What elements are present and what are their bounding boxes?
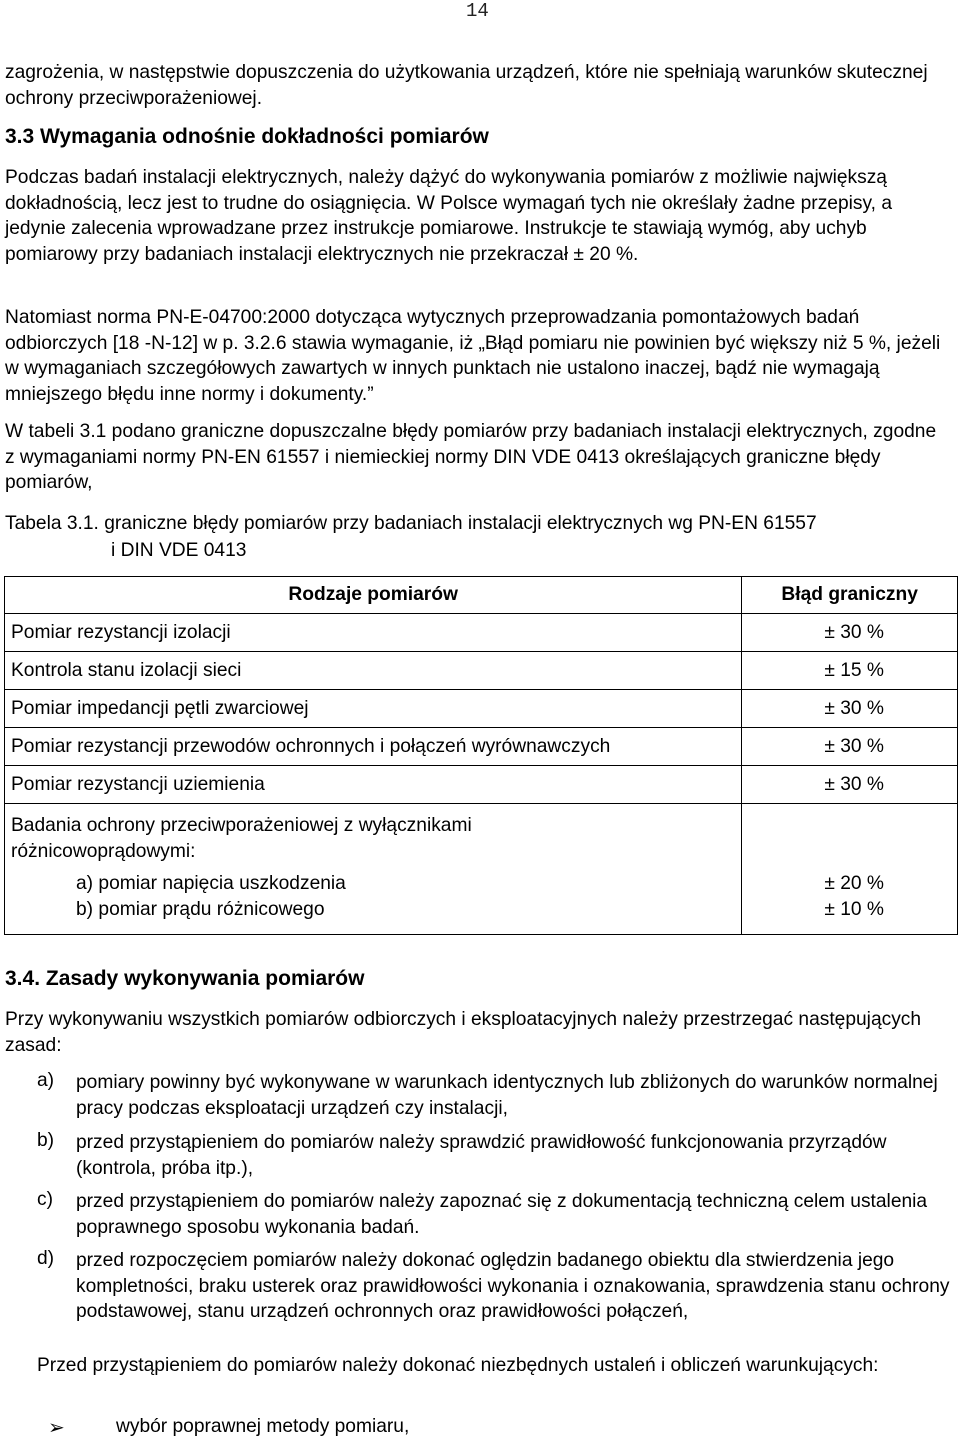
- list-letter: b): [37, 1130, 55, 1151]
- paragraph-rules-intro: Przy wykonywaniu wszystkich pomiarów odbiorczych i eksploatacyjnych należy przestrzegać następujących zasad:: [5, 1009, 922, 1056]
- list-item: przed rozpoczęciem pomiarów należy dokonać oględzin badanego obiektu dla stwierdzenia jego kompletności, braku usterek oraz prawidłowości wykonania i oznakowania, sprawdzenia stanu ochrony podstawowej, stanu urządzeń ochronnych oraz prawidłowości połączeń,: [76, 1250, 950, 1322]
- arrow-bullet-icon: ➢: [48, 1417, 65, 1439]
- rcd-sub-item-a: a) pomiar napięcia uszkodzenia: [76, 873, 346, 894]
- row-label: Pomiar rezystancji przewodów ochronnych i połączeń wyrównawczych: [5, 728, 742, 766]
- table-row: [5, 614, 958, 652]
- section-heading-3-4: 3.4. Zasady wykonywania pomiarów: [5, 967, 365, 990]
- list-item: pomiary powinny być wykonywane w warunkach identycznych lub zbliżonych do warunków normalnej pracy podczas eksploatacji urządzeń czy instalacji,: [76, 1072, 938, 1119]
- row-value: ± 15 %: [742, 652, 958, 690]
- header-error-limit: Błąd graniczny: [742, 577, 958, 614]
- table-row: [5, 766, 958, 804]
- error-limits-table: [4, 576, 958, 935]
- row-label: Pomiar rezystancji uziemienia: [5, 766, 742, 804]
- list-letter: a): [37, 1070, 55, 1091]
- row-value: ± 30 %: [742, 766, 958, 804]
- table-caption-line-1: Tabela 3.1. graniczne błędy pomiarów przy badaniach instalacji elektrycznych wg PN-EN 61557: [5, 513, 817, 534]
- paragraph-accuracy: Podczas badań instalacji elektrycznych, należy dążyć do wykonywania pomiarów z możliwie największą dokładnością, lecz jest to trudne do osiągnięcia. W Polsce wymagań tych nie określały żadne przepisy, a jedynie zalecenia wprowadzane przez instrukcje pomiarowe. Instrukcje te stawiają wymóg, aby uchyb pomiarowy przy badaniach instalacji elektrycznych nie przekraczał ± 20 %.: [5, 167, 892, 265]
- rcd-value-a: ± 20 %: [824, 873, 884, 894]
- list-item: przed przystąpieniem do pomiarów należy sprawdzić prawidłowość funkcjonowania przyrządów (kontrola, próba itp.),: [76, 1132, 887, 1179]
- table-row: [5, 728, 958, 766]
- table-caption-line-2: i DIN VDE 0413: [111, 540, 247, 561]
- row-value: ± 30 %: [742, 690, 958, 728]
- list-letter: c): [37, 1189, 53, 1210]
- row-label: Kontrola stanu izolacji sieci: [5, 652, 742, 690]
- rcd-value-cell: [742, 804, 958, 935]
- row-label: Pomiar impedancji pętli zwarciowej: [5, 690, 742, 728]
- intro-paragraph: zagrożenia, w następstwie dopuszczenia do użytkowania urządzeń, które nie spełniają warunków skutecznej ochrony przeciwporażeniowej.: [5, 62, 928, 109]
- paragraph-preparations: Przed przystąpieniem do pomiarów należy dokonać niezbędnych ustaleń i obliczeń warunkujących:: [37, 1355, 879, 1376]
- rcd-label-cell: [5, 804, 742, 935]
- table-row: [5, 652, 958, 690]
- row-value: ± 30 %: [742, 614, 958, 652]
- section-heading-3-3: 3.3 Wymagania odnośnie dokładności pomiarów: [5, 125, 489, 148]
- list-item: przed przystąpieniem do pomiarów należy zapoznać się z dokumentacją techniczną celem ustalenia poprawnego sposobu wykonania badań.: [76, 1191, 928, 1238]
- row-value: ± 30 %: [742, 728, 958, 766]
- paragraph-norm: Natomiast norma PN-E-04700:2000 dotycząca wytycznych przeprowadzania pomontażowych badań odbiorczych [18 -N-12] w p. 3.2.6 stawia wymaganie, iż „Błąd pomiaru nie powinien być większy niż 5 %, jeżeli w wymaganiach szczegółowych zawartych w innych punktach nie ustalono inaczej, bądź nie wymagają mniejszego błędu inne normy i dokumenty.”: [5, 307, 941, 405]
- row-label: Pomiar rezystancji izolacji: [5, 614, 742, 652]
- table-row-rcd: [5, 804, 958, 935]
- header-measurement-type: Rodzaje pomiarów: [5, 577, 742, 614]
- table-row: [5, 690, 958, 728]
- rcd-value-b: ± 10 %: [824, 898, 884, 920]
- list-letter: d): [37, 1248, 55, 1269]
- paragraph-table-ref: W tabeli 3.1 podano graniczne dopuszczalne błędy pomiarów przy badaniach instalacji elektrycznych, zgodne z wymaganiami normy PN-EN 61557 i niemieckiej normy DIN VDE 0413 określających graniczne błędy pomiarów,: [5, 421, 937, 493]
- page-number: 14: [466, 0, 489, 22]
- rcd-row-label: Badania ochrony przeciwporażeniowej z wyłącznikami różnicowoprądowymi:: [11, 815, 472, 862]
- bullet-item: wybór poprawnej metody pomiaru,: [116, 1416, 410, 1437]
- table-header-row: [5, 577, 958, 614]
- rcd-sub-item-b: b) pomiar prądu różnicowego: [76, 898, 325, 920]
